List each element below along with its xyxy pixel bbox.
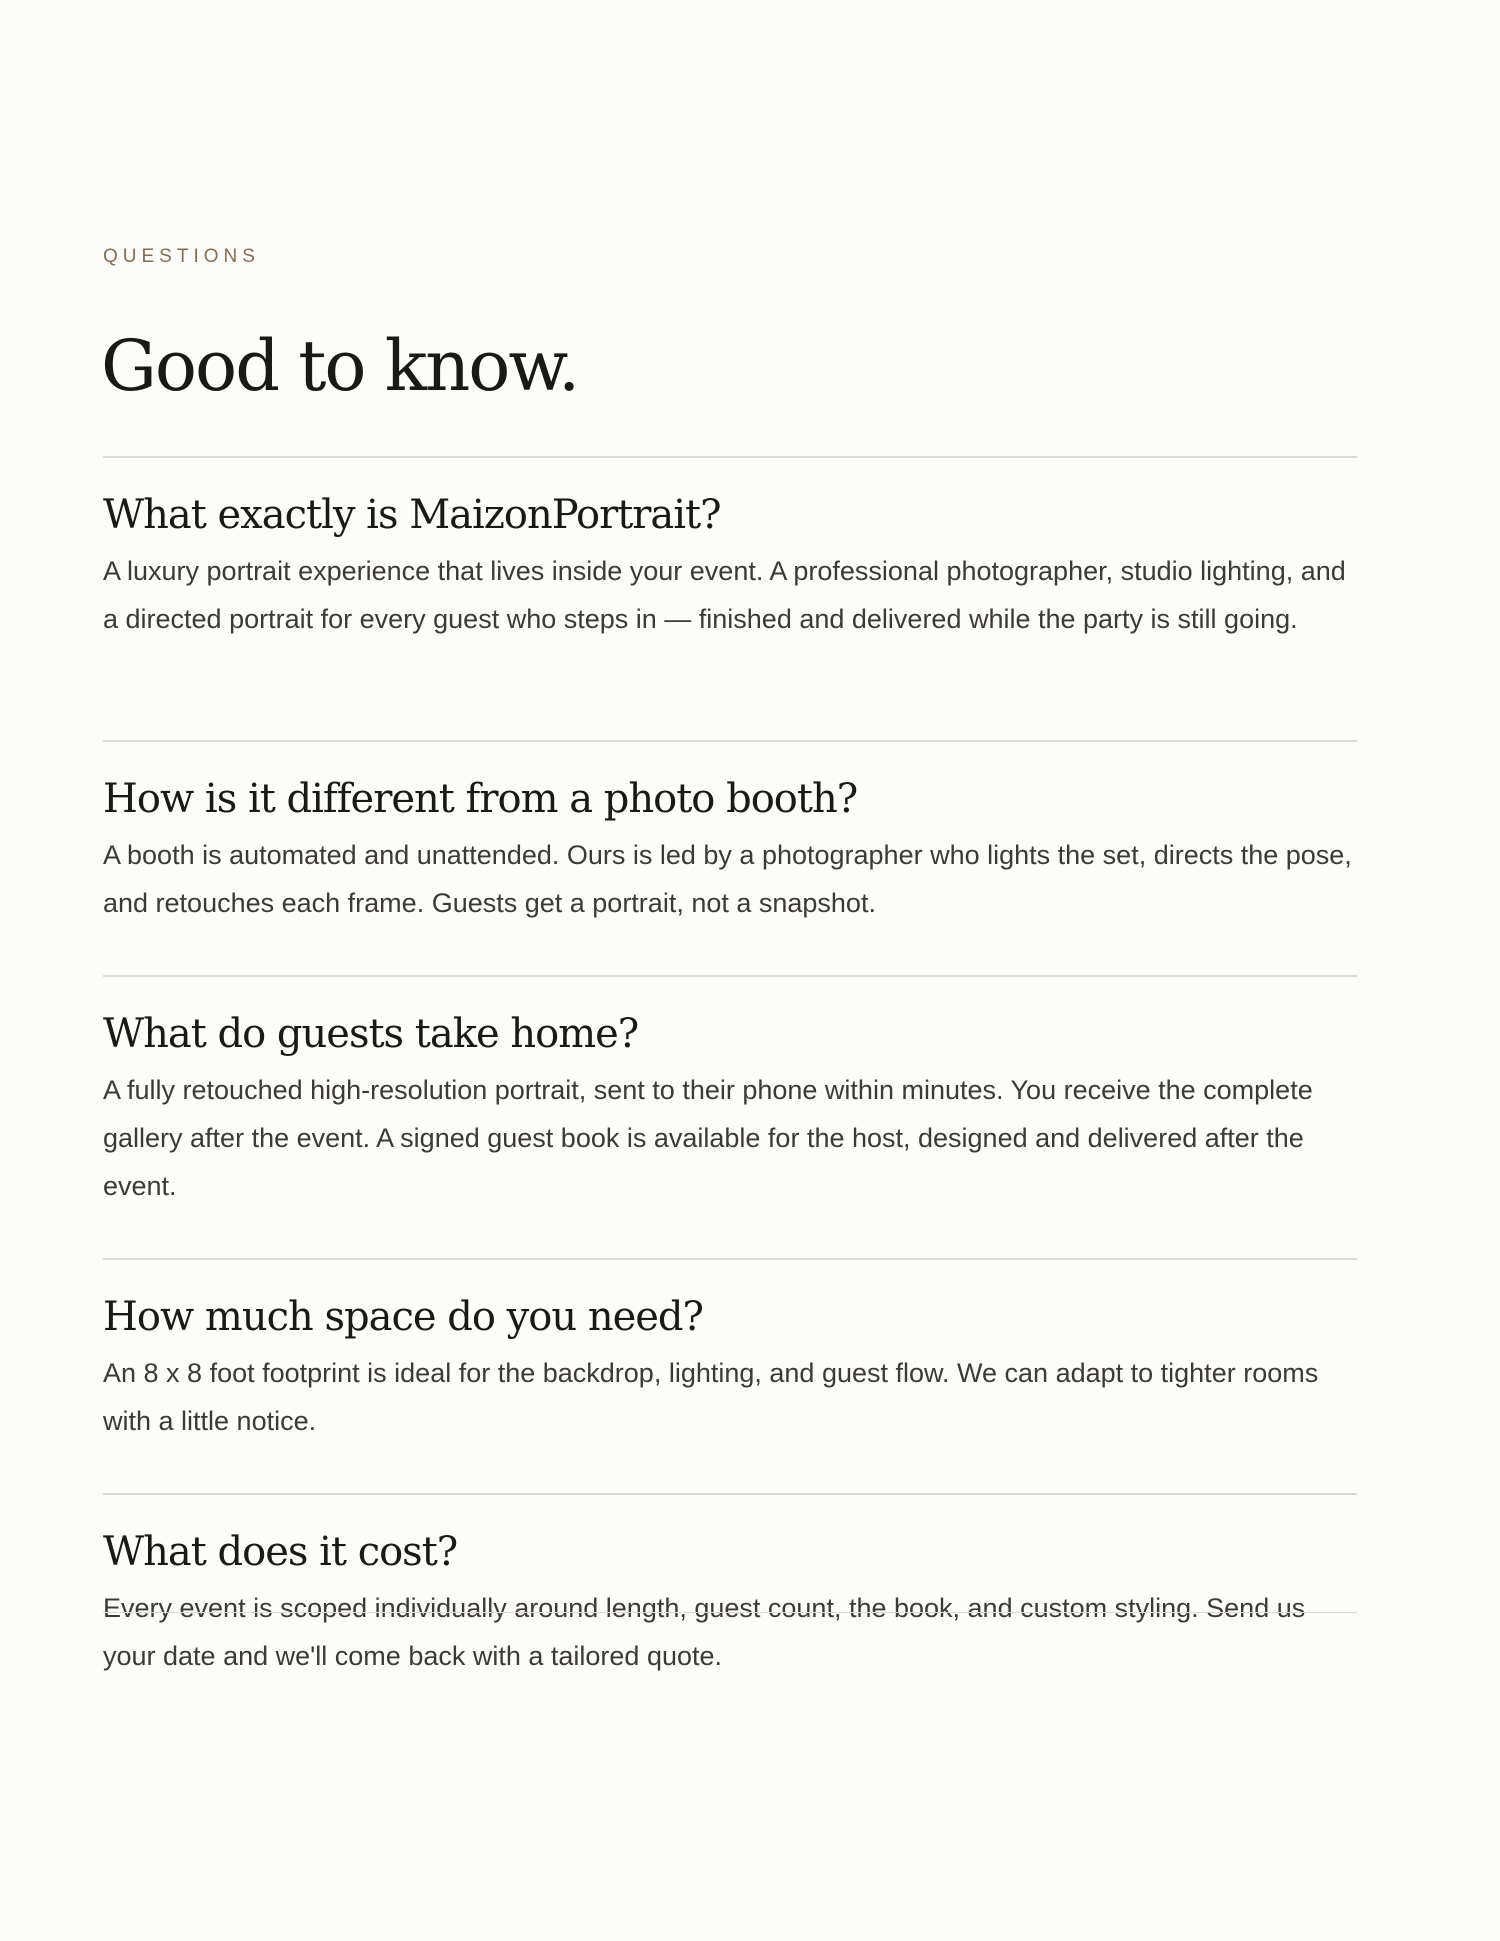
faq-divider [103,1258,1357,1260]
faq-question: What exactly is MaizonPortrait? [103,492,721,538]
faq-question: How is it different from a photo booth? [103,776,858,822]
faq-answer: Every event is scoped individually around length, guest count, the book, and custom styling. Send us your date and we'll come back with a tailored quote. [103,1593,1306,1671]
page-title: Good to know. [101,325,579,407]
faq-question: What does it cost? [103,1529,458,1575]
faq-divider [103,740,1357,742]
faq-item [103,1524,1357,1680]
faq-question: What do guests take home? [103,1011,639,1057]
faq-item [103,1289,1357,1445]
faq-question: How much space do you need? [103,1294,703,1340]
faq-item [103,487,1357,643]
faq-answer: A booth is automated and unattended. Ours is led by a photographer who lights the set, directs the pose, and retouches each frame. Guests get a portrait, not a snapshot. [103,840,1352,918]
faq-divider [103,1612,1357,1613]
faq-divider [103,456,1357,458]
faq-answer: A fully retouched high-resolution portrait, sent to their phone within minutes. You receive the complete gallery after the event. A signed guest book is available for the host, designed and delivered after the event. [103,1075,1313,1201]
faq-item [103,1006,1357,1210]
section-eyebrow: QUESTIONS [103,246,260,267]
faq-answer: An 8 x 8 foot footprint is ideal for the backdrop, lighting, and guest flow. We can adapt to tighter rooms with a little notice. [103,1358,1319,1436]
faq-answer: A luxury portrait experience that lives inside your event. A professional photographer, studio lighting, and a directed portrait for every guest who steps in — finished and delivered while the party is still going. [103,556,1346,634]
faq-divider [103,1493,1357,1495]
faq-divider [103,975,1357,977]
faq-item [103,771,1357,927]
